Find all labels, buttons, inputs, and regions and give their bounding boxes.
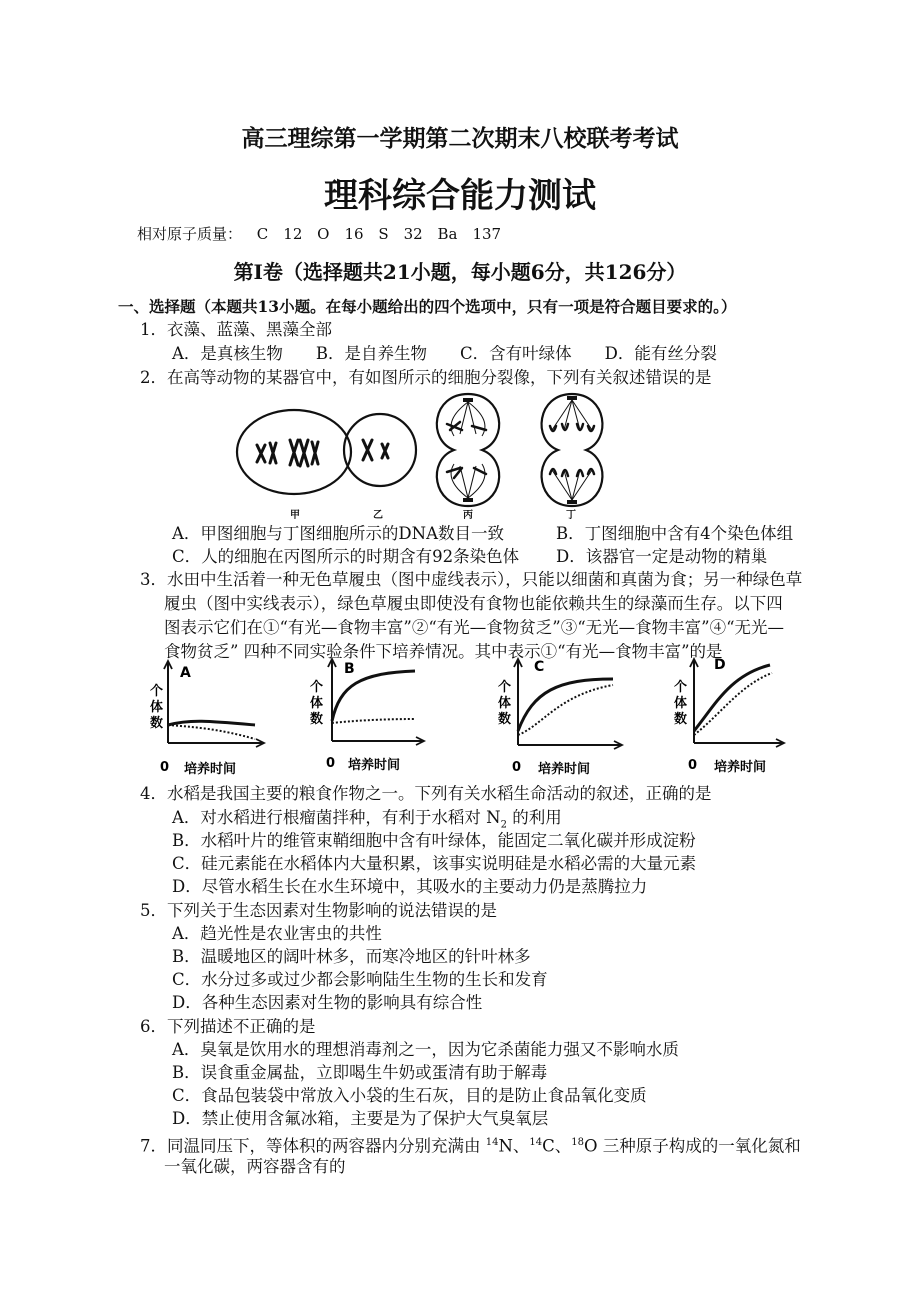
question-3-line-3: 图表示它们在①“有光—食物丰富”②“有光—食物贫乏”③“无光—食物丰富”④“无光—: [164, 618, 785, 637]
graph-y-label-1: 个: [674, 680, 688, 695]
question-2-option-c: C．人的细胞在丙图所示的时期含有92条染色体: [172, 547, 520, 566]
atomic-mass-item: S 32: [378, 225, 423, 243]
solid-curve: [168, 721, 255, 725]
part-heading: 第Ⅰ卷（选择题共21小题，每小题6分，共126分）: [233, 260, 687, 284]
question-5-stem: 5．下列关于生态因素对生物影响的说法错误的是: [140, 901, 497, 920]
q7-text: O 三种原子构成的一氧化氮和: [584, 1136, 801, 1156]
atomic-mass-item: C 12: [256, 225, 303, 243]
graph-a: [140, 655, 270, 781]
exam-subtitle: 理科综合能力测试: [324, 176, 596, 216]
cell-label-bing: 丙: [463, 510, 473, 521]
cell-label-ding: 丁: [566, 510, 576, 521]
question-2-option-a: A．甲图细胞与丁图细胞所示的DNA数目一致: [172, 524, 504, 543]
question-5-option-c: C．水分过多或过少都会影响陆生生物的生长和发育: [172, 970, 548, 989]
solid-curve: [518, 679, 613, 731]
cell-ding: [542, 394, 603, 506]
graph-origin: 0: [512, 760, 522, 775]
graph-x-label: 培养时间: [538, 762, 591, 777]
question-1-options: A．是真核生物 B．是自养生物 C．含有叶绿体 D．能有丝分裂: [172, 344, 717, 363]
graph-y-label-3: 数: [498, 712, 512, 727]
cell-division-svg: [232, 390, 622, 520]
question-6-option-b: B．误食重金属盐，立即喝生牛奶或蛋清有助于解毒: [172, 1063, 548, 1082]
question-6-option-d: D．禁止使用含氟冰箱，主要是为了保护大气臭氧层: [172, 1109, 549, 1128]
graph-x-label: 培养时间: [184, 762, 237, 777]
question-6-stem: 6．下列描述不正确的是: [140, 1017, 316, 1036]
question-5-option-d: D．各种生态因素对生物的影响具有综合性: [172, 993, 483, 1012]
q7-text: 7．同温同压下，等体积的两容器内分别充满由: [140, 1136, 486, 1156]
graph-y-label-3: 数: [310, 712, 324, 727]
solid-curve: [332, 671, 415, 721]
graph-d: [660, 655, 790, 781]
graph-y-label-2: 体: [674, 696, 688, 711]
graph-letter: A: [180, 665, 191, 681]
question-7-line-2: 一氧化碳，两容器含有的: [164, 1157, 346, 1176]
graph-y-label-1: 个: [310, 680, 324, 695]
question-6-option-c: C．食品包装袋中常放入小袋的生石灰，目的是防止食品氧化变质: [172, 1086, 647, 1105]
cell-label-yi: 乙: [373, 510, 383, 521]
solid-curve: [694, 665, 770, 731]
graph-origin: 0: [688, 758, 698, 773]
question-2-option-b: B．丁图细胞中含有4个染色体组: [556, 524, 794, 543]
graph-origin: 0: [160, 760, 170, 775]
graph-letter: D: [714, 657, 726, 673]
graph-y-label-2: 体: [150, 700, 164, 715]
q7-text: N、: [498, 1136, 530, 1156]
graph-b: [300, 655, 430, 781]
dotted-curve: [518, 685, 613, 735]
graph-x-label: 培养时间: [348, 758, 401, 773]
superscript: 14: [529, 1137, 543, 1148]
dotted-curve: [332, 719, 415, 723]
section-heading: 一、选择题（本题共13小题。在每小题给出的四个选项中，只有一项是符合题目要求的。）: [118, 297, 737, 316]
question-3-line-4: 食物贫乏” 四种不同实验条件下培养情况。其中表示①“有光—食物丰富”的是: [164, 642, 723, 661]
graph-y-label-3: 数: [150, 716, 164, 731]
graph-y-label-1: 个: [498, 680, 512, 695]
subscript: 2: [500, 819, 507, 831]
option-a-text: A．对水稻进行根瘤菌拌种，有利于水稻对 N: [172, 808, 501, 827]
question-4-option-c: C．硅元素能在水稻体内大量积累，该事实说明硅是水稻必需的大量元素: [172, 854, 697, 873]
cell-label-jia: 甲: [290, 510, 300, 521]
graph-letter: B: [344, 661, 355, 677]
question-4-stem: 4．水稻是我国主要的粮食作物之一。下列有关水稻生命活动的叙述，正确的是: [140, 784, 712, 803]
graph-y-label-2: 体: [310, 696, 324, 711]
graph-x-label: 培养时间: [714, 760, 767, 775]
question-6-option-a: A．臭氧是饮用水的理想消毒剂之一，因为它杀菌能力强又不影响水质: [172, 1040, 679, 1059]
question-2-option-d: D．该器官一定是动物的精巢: [556, 547, 768, 566]
cell-bing: [437, 394, 499, 506]
option-a-tail: 的利用: [506, 808, 562, 827]
atomic-mass-label: 相对原子质量：: [137, 225, 243, 243]
question-5-option-a: A．趋光性是农业害虫的共性: [172, 924, 382, 943]
graph-y-label-2: 体: [498, 696, 512, 711]
question-3-line-2: 履虫（图中实线表示），绿色草履虫即使没有食物也能依赖共生的绿藻而生存。以下四: [164, 594, 783, 613]
graph-y-label-3: 数: [674, 712, 688, 727]
graph-c: [488, 655, 628, 781]
atomic-mass-item: Ba 137: [437, 225, 502, 243]
question-4-option-d: D．尽管水稻生长在水生环境中，其吸水的主要动力仍是蒸腾拉力: [172, 877, 648, 896]
superscript: 18: [571, 1137, 585, 1148]
exam-title: 高三理综第一学期第二次期末八校联考考试: [241, 126, 679, 152]
question-3-line-1: 3．水田中生活着一种无色草履虫（图中虚线表示），只能以细菌和真菌为食；另一种绿色草: [140, 570, 803, 589]
question-1-stem: 1．衣藻、蓝藻、黑藻全部: [140, 320, 332, 339]
cell-division-figure: [232, 390, 622, 520]
question-5-option-b: B．温暖地区的阔叶林多，而寒冷地区的针叶林多: [172, 947, 531, 966]
graph-letter: C: [534, 659, 545, 675]
question-2-stem: 2．在高等动物的某器官中，有如图所示的细胞分裂像，下列有关叙述错误的是: [140, 368, 712, 387]
graph-y-label-1: 个: [150, 684, 164, 699]
superscript: 14: [485, 1137, 499, 1148]
question-4-option-b: B．水稻叶片的维管束鞘细胞中含有叶绿体，能固定二氧化碳并形成淀粉: [172, 831, 696, 850]
atomic-mass-item: O 16: [317, 225, 364, 243]
dotted-curve: [168, 725, 255, 739]
cell-yi: [344, 414, 416, 486]
q7-text: C、: [542, 1136, 572, 1156]
atomic-masses: [137, 223, 511, 244]
cell-jia: [237, 410, 351, 494]
graph-origin: 0: [326, 756, 336, 771]
